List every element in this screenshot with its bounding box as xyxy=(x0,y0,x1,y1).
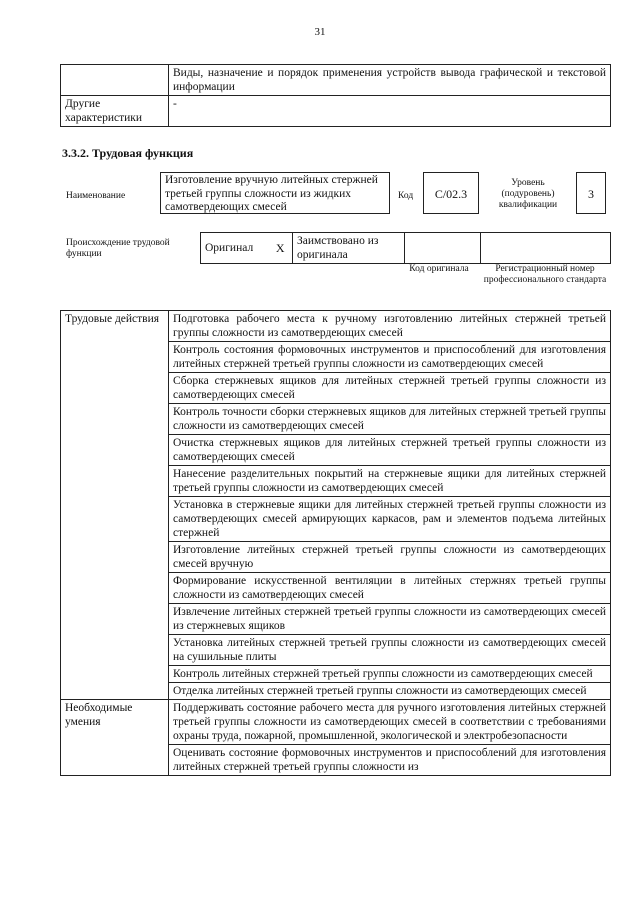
code-original-cell xyxy=(405,233,481,264)
reg-number-label: Регистрационный номер профессионального стандарта xyxy=(483,264,607,285)
labor-action-item: Контроль точности сборки стержневых ящиков для литейных стержней третьей группы сложности из самотвердеющих смесей xyxy=(169,404,611,435)
level-label: Уровень (подуровень) квалификации xyxy=(498,178,558,210)
skill-item: Поддерживать состояние рабочего места для ручного изготовления литейных стержней третьей группы сложности из самотвердеющих смесей в соответствии с требованиями охраны труда, пожарной, промышленной, экологической и электробезопасности xyxy=(169,700,611,745)
labor-action-item: Установка литейных стержней третьей группы сложности из самотвердеющих смесей на сушильные плиты xyxy=(169,635,611,666)
labor-action-item: Извлечение литейных стержней третьей группы сложности из самотвердеющих смесей из стержневых ящиков xyxy=(169,604,611,635)
main-table-row xyxy=(61,311,611,342)
labor-action-item: Нанесение разделительных покрытий на стержневые ящики для литейных стержней третьей группы сложности из самотвердеющих смесей xyxy=(169,466,611,497)
labor-action-item: Очистка стержневых ящиков для литейных стержней третьей группы сложности из самотвердеющих смесей xyxy=(169,435,611,466)
top-table-empty-cell xyxy=(61,65,169,96)
original-label: Оригинал xyxy=(201,233,269,264)
labor-action-item: Изготовление литейных стержней третьей группы сложности из самотвердеющих смесей вручную xyxy=(169,542,611,573)
other-characteristics-label: Другие характеристики xyxy=(61,96,169,127)
labor-action-item: Подготовка рабочего места к ручному изготовлению литейных стержней третьей группы сложности из самотвердеющих смесей xyxy=(169,311,611,342)
other-characteristics-value: - xyxy=(169,96,611,127)
function-name-value: Изготовление вручную литейных стержней третьей группы сложности из жидких самотвердеющих смесей xyxy=(160,172,390,214)
main-table xyxy=(60,310,611,776)
labor-action-item: Контроль литейных стержней третьей группы сложности из самотвердеющих смесей xyxy=(169,666,611,683)
origin-label: Происхождение трудовой функции xyxy=(66,238,170,259)
top-table-text: Виды, назначение и порядок применения устройств вывода графической и текстовой информации xyxy=(169,65,611,96)
section-title: 3.3.2. Трудовая функция xyxy=(62,146,194,160)
name-label: Наименование xyxy=(66,191,126,201)
original-mark: X xyxy=(269,233,293,264)
labor-action-item: Формирование искусственной вентиляции в литейных стержнях третьей группы сложности из самотвердеющих смесей xyxy=(169,573,611,604)
reg-number-cell xyxy=(481,233,611,264)
code-label: Код xyxy=(398,191,414,201)
top-table xyxy=(60,64,611,127)
skill-item: Оценивать состояние формовочных инструментов и приспособлений для изготовления литейных стержней третьей группы сложности из xyxy=(169,745,611,776)
skills-label: Необходимые умения xyxy=(61,700,169,776)
labor-actions-label: Трудовые действия xyxy=(61,311,169,700)
borrowed-label: Заимствовано из оригинала xyxy=(293,233,405,264)
code-original-label: Код оригинала xyxy=(409,264,469,274)
level-value: 3 xyxy=(576,172,606,214)
labor-action-item: Сборка стержневых ящиков для литейных стержней третьей группы сложности из самотвердеющих смесей xyxy=(169,373,611,404)
labor-action-item: Установка в стержневые ящики для литейных стержней третьей группы сложности из самотвердеющих смесей армирующих каркасов, рам и элементов подъема литейных стержней xyxy=(169,497,611,542)
page-number: 31 xyxy=(314,26,326,38)
function-code-value: С/02.3 xyxy=(423,172,479,214)
top-table-row xyxy=(61,96,611,127)
origin-table xyxy=(200,232,611,264)
main-table-row xyxy=(61,700,611,745)
labor-action-item: Контроль состояния формовочных инструментов и приспособлений для изготовления литейных стержней третьей группы сложности из самотвердеющих смесей xyxy=(169,342,611,373)
labor-action-item: Отделка литейных стержней третьей группы сложности из самотвердеющих смесей xyxy=(169,683,611,700)
top-table-row xyxy=(61,65,611,96)
